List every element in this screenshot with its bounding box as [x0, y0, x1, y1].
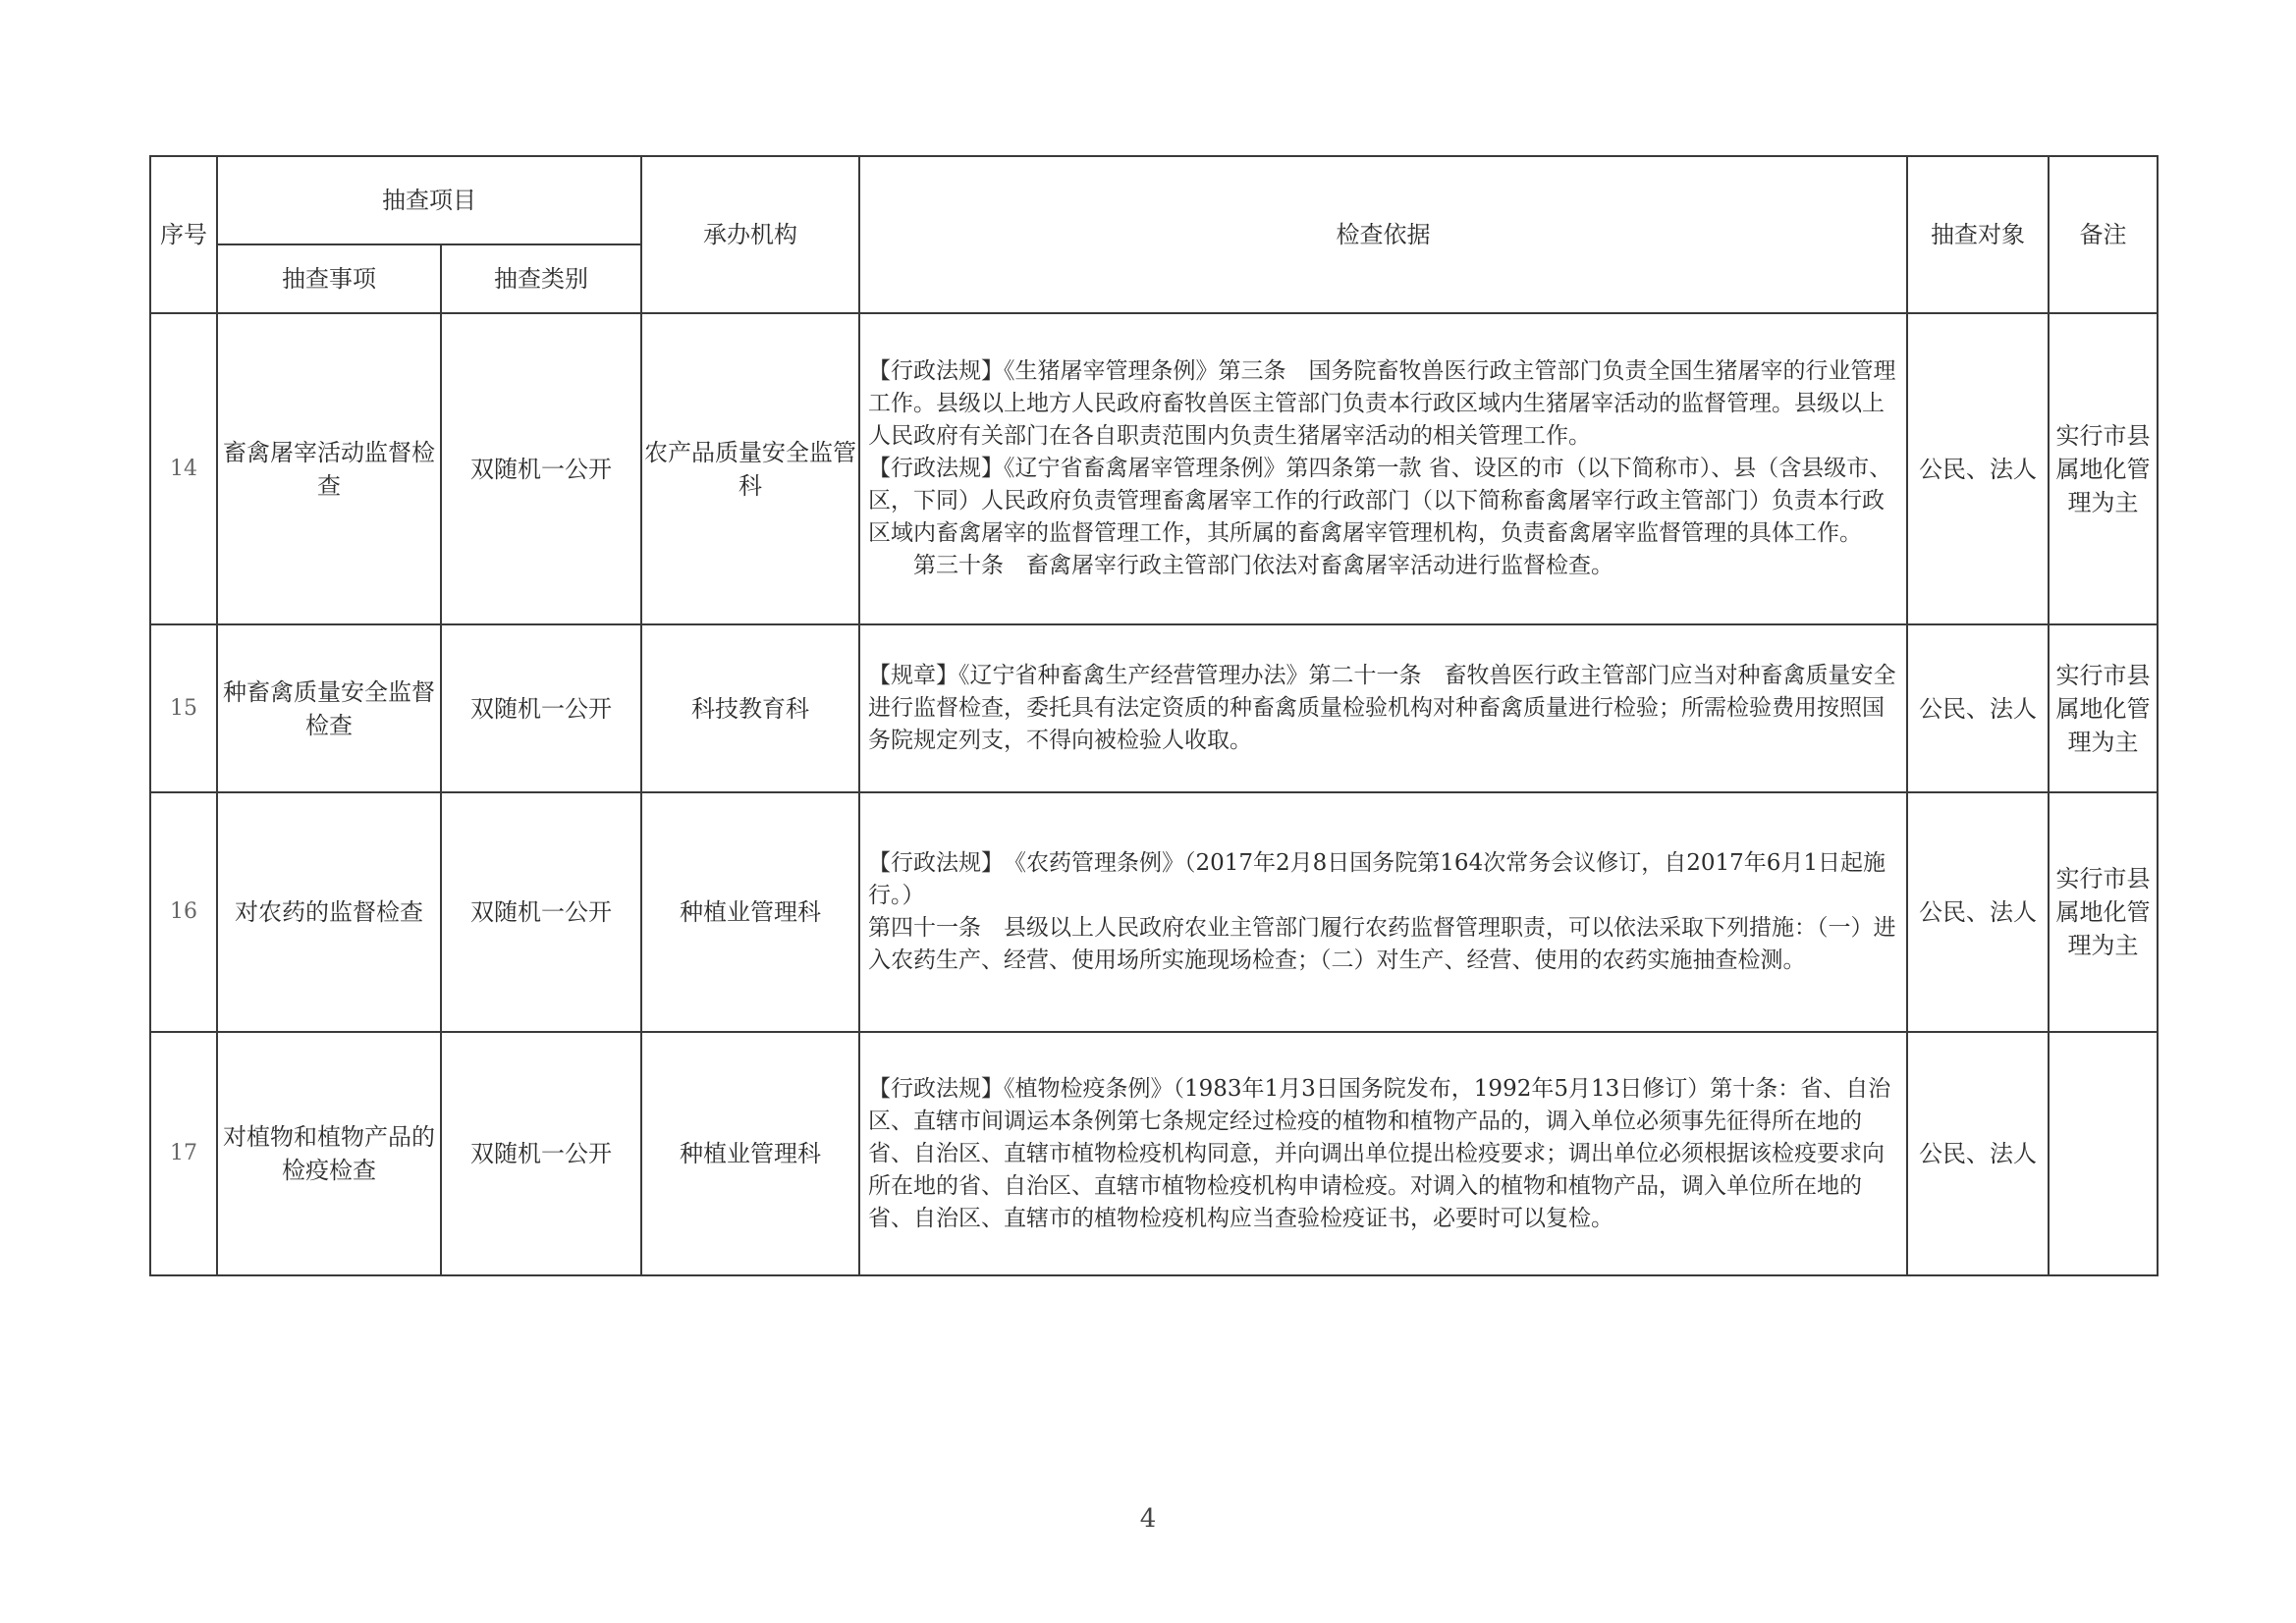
row-category: 双随机一公开 [441, 1032, 641, 1275]
row-note: 实行市县属地化管理为主 [2049, 624, 2158, 792]
row-category: 双随机一公开 [441, 624, 641, 792]
inspection-table-page [149, 155, 2157, 1276]
header-basis: 检查依据 [859, 156, 1907, 313]
basis-paragraph: 【规章】《辽宁省种畜禽生产经营管理办法》第二十一条 畜牧兽医行政主管部门应当对种畜禽质量安全进行监督检查，委托具有法定资质的种畜禽质量检验机构对种畜禽质量进行检验；所需检验费用按照国务院规定列支，不得向被检验人收取。 [868, 663, 1896, 753]
page-number: 4 [1139, 1504, 1157, 1534]
basis-paragraph: 【行政法规】 《农药管理条例》（2017年2月8日国务院第164次常务会议修订，自2017年6月1日起施行。） [868, 850, 1886, 908]
row-target: 公民、法人 [1907, 792, 2049, 1032]
row-agency: 种植业管理科 [641, 792, 859, 1032]
table-row [150, 1032, 2158, 1275]
basis-paragraph: 第四十一条 县级以上人民政府农业主管部门履行农药监督管理职责，可以依法采取下列措施：（一）进入农药生产、经营、使用场所实施现场检查；（二）对生产、经营、使用的农药实施抽查检测。 [868, 915, 1896, 973]
header-item-group: 抽查项目 [217, 156, 641, 244]
header-target: 抽查对象 [1907, 156, 2049, 313]
basis-paragraph: 【行政法规】《辽宁省畜禽屠宰管理条例》第四条第一款 省、设区的市（以下简称市）、县（含县级市、区，下同）人民政府负责管理畜禽屠宰工作的行政部门（以下简称畜禽屠宰行政主管部门）负责本行政区域内畜禽屠宰的监督管理工作，其所属的畜禽屠宰管理机构，负责畜禽屠宰监督管理的具体工作。 [868, 456, 1892, 546]
row-basis [859, 1032, 1907, 1275]
header-note: 备注 [2049, 156, 2158, 313]
row-item: 畜禽屠宰活动监督检查 [217, 313, 441, 624]
row-seq: 14 [150, 313, 217, 624]
header-agency: 承办机构 [641, 156, 859, 313]
row-category: 双随机一公开 [441, 313, 641, 624]
row-note: 实行市县属地化管理为主 [2049, 313, 2158, 624]
row-basis [859, 313, 1907, 624]
row-seq: 15 [150, 624, 217, 792]
row-basis [859, 624, 1907, 792]
row-seq: 17 [150, 1032, 217, 1275]
row-note [2049, 1032, 2158, 1275]
header-row-top [150, 156, 2158, 244]
row-agency: 种植业管理科 [641, 1032, 859, 1275]
row-category: 双随机一公开 [441, 792, 641, 1032]
basis-paragraph: 第三十条 畜禽屠宰行政主管部门依法对畜禽屠宰活动进行监督检查。 [913, 553, 1613, 578]
row-basis [859, 792, 1907, 1032]
row-agency: 科技教育科 [641, 624, 859, 792]
row-agency: 农产品质量安全监管科 [641, 313, 859, 624]
row-note: 实行市县属地化管理为主 [2049, 792, 2158, 1032]
table-row [150, 313, 2158, 624]
row-target: 公民、法人 [1907, 1032, 2049, 1275]
row-seq: 16 [150, 792, 217, 1032]
basis-paragraph: 【行政法规】《植物检疫条例》（1983年1月3日国务院发布，1992年5月13日修订）第十条：省、自治区、直辖市间调运本条例第七条规定经过检疫的植物和植物产品的，调入单位必须事先征得所在地的省、自治区、直辖市植物检疫机构同意，并向调出单位提出检疫要求；调出单位必须根据该检疫要求向所在地的省、自治区、直辖市植物检疫机构申请检疫。对调入的植物和植物产品，调入单位所在地的省、自治区、直辖市的植物检疫机构应当查验检疫证书，必要时可以复检。 [868, 1075, 1891, 1231]
row-target: 公民、法人 [1907, 624, 2049, 792]
header-item: 抽查事项 [217, 244, 441, 313]
table-row [150, 624, 2158, 792]
row-item: 对植物和植物产品的检疫检查 [217, 1032, 441, 1275]
table-row [150, 792, 2158, 1032]
header-category: 抽查类别 [441, 244, 641, 313]
row-target: 公民、法人 [1907, 313, 2049, 624]
spot-check-table [149, 155, 2159, 1276]
row-item: 种畜禽质量安全监督检查 [217, 624, 441, 792]
basis-paragraph: 【行政法规】《生猪屠宰管理条例》第三条 国务院畜牧兽医行政主管部门负责全国生猪屠宰的行业管理工作。县级以上地方人民政府畜牧兽医主管部门负责本行政区域内生猪屠宰活动的监督管理。县级以上人民政府有关部门在各自职责范围内负责生猪屠宰活动的相关管理工作。 [868, 358, 1896, 449]
row-item: 对农药的监督检查 [217, 792, 441, 1032]
header-seq: 序号 [150, 156, 217, 313]
